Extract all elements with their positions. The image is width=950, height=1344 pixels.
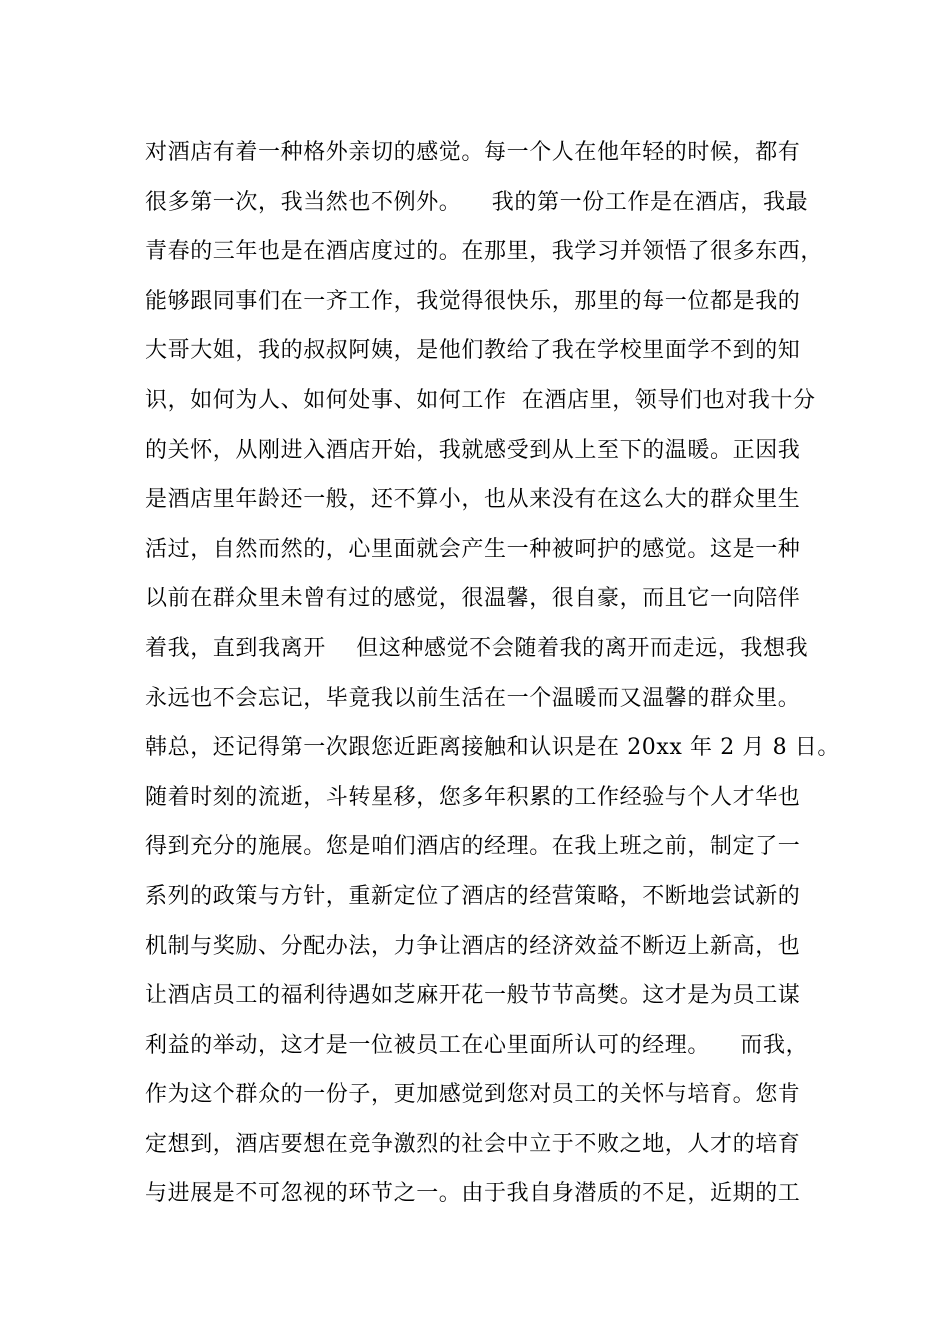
- text-line: 青春的三年也是在酒店度过的。在那里，我学习并领悟了很多东西，: [145, 239, 824, 265]
- text-line: 机制与奖励、分配办法，力争让酒店的经济效益不断迈上新高，也: [145, 933, 801, 959]
- text-line: 着我，直到我离开 但这种感觉不会随着我的离开而走远，我想我: [145, 635, 809, 661]
- text-line: 永远也不会忘记，毕竟我以前生活在一个温暖而又温馨的群众里。: [145, 685, 801, 711]
- text-line: 作为这个群众的一份子，更加感觉到您对员工的关怀与培育。您肯: [145, 1082, 801, 1108]
- body-text: [145, 128, 845, 1219]
- text-line: 很多第一次，我当然也不例外。 我的第一份工作是在酒店，我最: [145, 189, 809, 215]
- text-line: 以前在群众里未曾有过的感觉，很温馨，很自豪，而且它一向陪伴: [145, 586, 801, 612]
- text-line: 活过，自然而然的，心里面就会产生一种被呵护的感觉。这是一种: [145, 536, 801, 562]
- text-line: 随着时刻的流逝，斗转星移，您多年积累的工作经验与个人才华也: [145, 784, 801, 810]
- text-line: 得到充分的施展。您是咱们酒店的经理。在我上班之前，制定了一: [145, 834, 801, 860]
- text-line: 是酒店里年龄还一般，还不算小，也从来没有在这么大的群众里生: [145, 487, 801, 513]
- text-line: 让酒店员工的福利待遇如芝麻开花一般节节高樊。这才是为员工谋: [145, 983, 801, 1009]
- text-line: 的关怀，从刚进入酒店开始，我就感受到从上至下的温暖。正因我: [145, 437, 801, 463]
- text-line: 定想到，酒店要想在竞争激烈的社会中立于不败之地，人才的培育: [145, 1131, 801, 1157]
- text-line: 利益的举动，这才是一位被员工在心里面所认可的经理。 而我，: [145, 1032, 809, 1058]
- text-line: 与进展是不可忽视的环节之一。由于我自身潜质的不足，近期的工: [145, 1181, 801, 1207]
- text-line: 能够跟同事们在一齐工作，我觉得很快乐，那里的每一位都是我的: [145, 288, 801, 314]
- text-line: 识，如何为人、如何处事、如何工作 在酒店里，领导们也对我十分: [145, 387, 816, 413]
- text-line: 系列的政策与方针，重新定位了酒店的经营策略，不断地尝试新的: [145, 883, 801, 909]
- text-line: 对酒店有着一种格外亲切的感觉。每一个人在他年轻的时候，都有: [145, 140, 801, 165]
- text-line: 大哥大姐，我的叔叔阿姨，是他们教给了我在学校里面学不到的知: [145, 338, 801, 364]
- text-line: 韩总，还记得第一次跟您近距离接触和认识是在 20xx 年 2 月 8 日。: [145, 735, 840, 761]
